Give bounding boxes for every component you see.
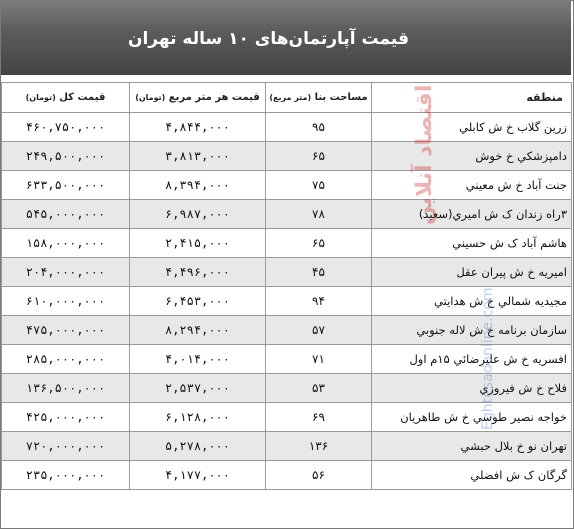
cell-total-price: ۴۲۵,۰۰۰,۰۰۰ <box>2 403 130 432</box>
cell-price-per-meter: ۵,۲۷۸,۰۰۰ <box>130 432 266 461</box>
cell-region: زرین گلاب خ ش کابلي <box>372 113 572 142</box>
watermark-text: اقتصاد آنلاین <box>412 84 437 225</box>
header-row <box>2 83 572 113</box>
cell-price-per-meter: ۶,۹۸۷,۰۰۰ <box>130 200 266 229</box>
cell-area: ۶۵ <box>266 229 372 258</box>
title-bar <box>1 1 571 75</box>
cell-region: اميريه خ ش پيران عقل <box>372 258 572 287</box>
cell-area: ۶۹ <box>266 403 372 432</box>
cell-total-price: ۲۰۴,۰۰۰,۰۰۰ <box>2 258 130 287</box>
cell-area: ۵۶ <box>266 461 372 490</box>
header-area: مساحت بنا (متر مربع) <box>266 83 372 113</box>
cell-area: ۷۱ <box>266 345 372 374</box>
cell-total-price: ۷۲۰,۰۰۰,۰۰۰ <box>2 432 130 461</box>
cell-region: مجيديه شمالي خ ش هدايتي <box>372 287 572 316</box>
cell-region: تهران نو خ بلال حبشي <box>372 432 572 461</box>
cell-region: جنت آباد خ ش معيني <box>372 171 572 200</box>
table-row <box>2 258 572 287</box>
cell-price-per-meter: ۶,۱۲۸,۰۰۰ <box>130 403 266 432</box>
table-row <box>2 461 572 490</box>
cell-region: هاشم آباد ک ش حسيني <box>372 229 572 258</box>
cell-price-per-meter: ۴,۴۹۶,۰۰۰ <box>130 258 266 287</box>
table-row <box>2 171 572 200</box>
cell-area: ۱۳۶ <box>266 432 372 461</box>
cell-total-price: ۵۴۵,۰۰۰,۰۰۰ <box>2 200 130 229</box>
cell-price-per-meter: ۴,۸۴۴,۰۰۰ <box>130 113 266 142</box>
cell-area: ۷۸ <box>266 200 372 229</box>
cell-total-price: ۶۱۰,۰۰۰,۰۰۰ <box>2 287 130 316</box>
cell-total-price: ۴۷۵,۰۰۰,۰۰۰ <box>2 316 130 345</box>
cell-area: ۹۴ <box>266 287 372 316</box>
cell-region: دامپزشکي خ خوش <box>372 142 572 171</box>
cell-total-price: ۴۶۰,۷۵۰,۰۰۰ <box>2 113 130 142</box>
cell-region: گرگان ک ش افضلي <box>372 461 572 490</box>
table-row <box>2 200 572 229</box>
cell-total-price: ۱۳۶,۵۰۰,۰۰۰ <box>2 374 130 403</box>
cell-total-price: ۶۳۳,۵۰۰,۰۰۰ <box>2 171 130 200</box>
table-row <box>2 229 572 258</box>
cell-price-per-meter: ۸,۲۹۴,۰۰۰ <box>130 316 266 345</box>
page-title: قیمت آپارتمان‌های ۱۰ ساله تهران <box>127 29 409 49</box>
cell-area: ۷۵ <box>266 171 372 200</box>
cell-area: ۵۷ <box>266 316 372 345</box>
cell-area: ۴۵ <box>266 258 372 287</box>
cell-price-per-meter: ۳,۸۱۳,۰۰۰ <box>130 142 266 171</box>
cell-total-price: ۲۸۵,۰۰۰,۰۰۰ <box>2 345 130 374</box>
table-row <box>2 142 572 171</box>
header-price-per-meter: قیمت هر متر مربع (تومان) <box>130 83 266 113</box>
cell-area: ۹۵ <box>266 113 372 142</box>
cell-region: افسريه خ ش عليرضائي ۱۵م اول <box>372 345 572 374</box>
header-total-price: قیمت کل (تومان) <box>2 83 130 113</box>
cell-price-per-meter: ۲,۴۱۵,۰۰۰ <box>130 229 266 258</box>
table-row <box>2 432 572 461</box>
cell-area: ۶۵ <box>266 142 372 171</box>
cell-region: فلاح خ ش فيروزي <box>372 374 572 403</box>
cell-price-per-meter: ۴,۱۷۷,۰۰۰ <box>130 461 266 490</box>
cell-price-per-meter: ۲,۵۳۷,۰۰۰ <box>130 374 266 403</box>
cell-total-price: ۲۴۹,۵۰۰,۰۰۰ <box>2 142 130 171</box>
cell-region: ۳راه زندان ک ش اميري(سعيد) <box>372 200 572 229</box>
cell-region: خواجه نصير طوسي خ ش طاهريان <box>372 403 572 432</box>
cell-price-per-meter: ۶,۴۵۳,۰۰۰ <box>130 287 266 316</box>
header-region: منطقه <box>372 83 572 113</box>
cell-price-per-meter: ۴,۰۱۴,۰۰۰ <box>130 345 266 374</box>
watermark-url: Eghtesadonline.com <box>480 287 496 430</box>
table-row <box>2 113 572 142</box>
cell-area: ۵۳ <box>266 374 372 403</box>
cell-region: سازمان برنامه خ ش لاله جنوبي <box>372 316 572 345</box>
cell-total-price: ۲۳۵,۰۰۰,۰۰۰ <box>2 461 130 490</box>
cell-price-per-meter: ۸,۳۹۴,۰۰۰ <box>130 171 266 200</box>
cell-total-price: ۱۵۸,۰۰۰,۰۰۰ <box>2 229 130 258</box>
